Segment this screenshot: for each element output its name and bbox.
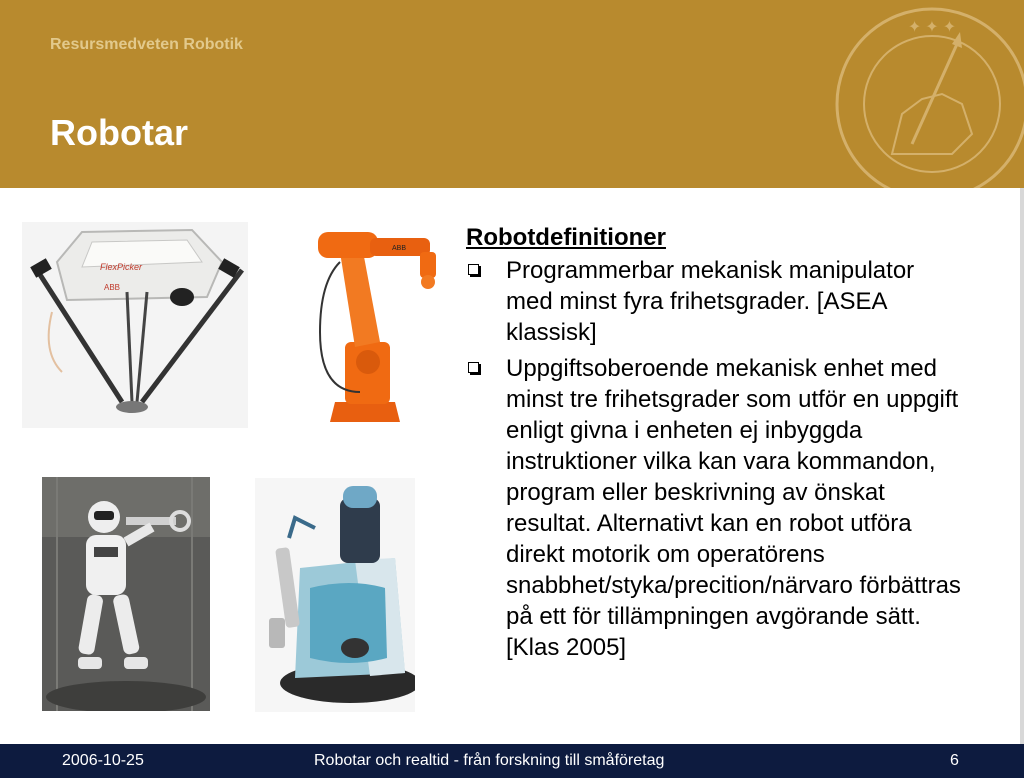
list-item <box>466 255 966 348</box>
abb-label-2: ABB <box>392 245 407 252</box>
slide-title: Robotar <box>50 112 188 153</box>
header-band <box>0 0 1024 188</box>
svg-text:✦ ✦ ✦: ✦ ✦ ✦ <box>907 19 957 36</box>
square-bullet-icon <box>468 362 479 373</box>
definitions-panel <box>466 222 966 668</box>
flexpicker-robot-image <box>22 222 248 428</box>
list-item <box>466 353 966 663</box>
page-number: 6 <box>950 752 959 769</box>
footer-title: Robotar och realtid - från forskning till småföretag <box>314 752 665 769</box>
right-edge-bar <box>1020 188 1024 744</box>
abb-industrial-robot-image <box>300 222 446 440</box>
abb-label-1: ABB <box>104 283 121 292</box>
definitions-list <box>466 255 966 663</box>
university-seal-icon <box>832 4 1024 188</box>
definitions-heading: Robotdefinitioner <box>466 224 666 251</box>
service-robot-image <box>255 478 415 712</box>
humanoid-trumpet-robot-image <box>42 477 210 711</box>
footer-date: 2006-10-25 <box>62 752 144 769</box>
bullet-text: Programmerbar mekanisk manipulator med minst fyra frihetsgrader. [ASEA klassisk] <box>506 257 915 346</box>
course-title: Resursmedveten Robotik <box>50 36 243 53</box>
square-bullet-icon <box>468 264 479 275</box>
bullet-text: Uppgiftsoberoende mekanisk enhet med minst tre frihetsgrader som utför en uppgift enligt givna i enheten ej inbyggda instruktioner vilka kan vara kommandon, program eller beskrivning av önskat resultat. Alternativt kan en robot utföra direkt motorik om operatörens snabbhet/styka/precition/närvaro förbättras på ett för tillämpningen avgörande sätt. [Klas 2005] <box>506 355 961 661</box>
flexpicker-label: FlexPicker <box>100 262 143 272</box>
footer-bar <box>0 744 1024 778</box>
